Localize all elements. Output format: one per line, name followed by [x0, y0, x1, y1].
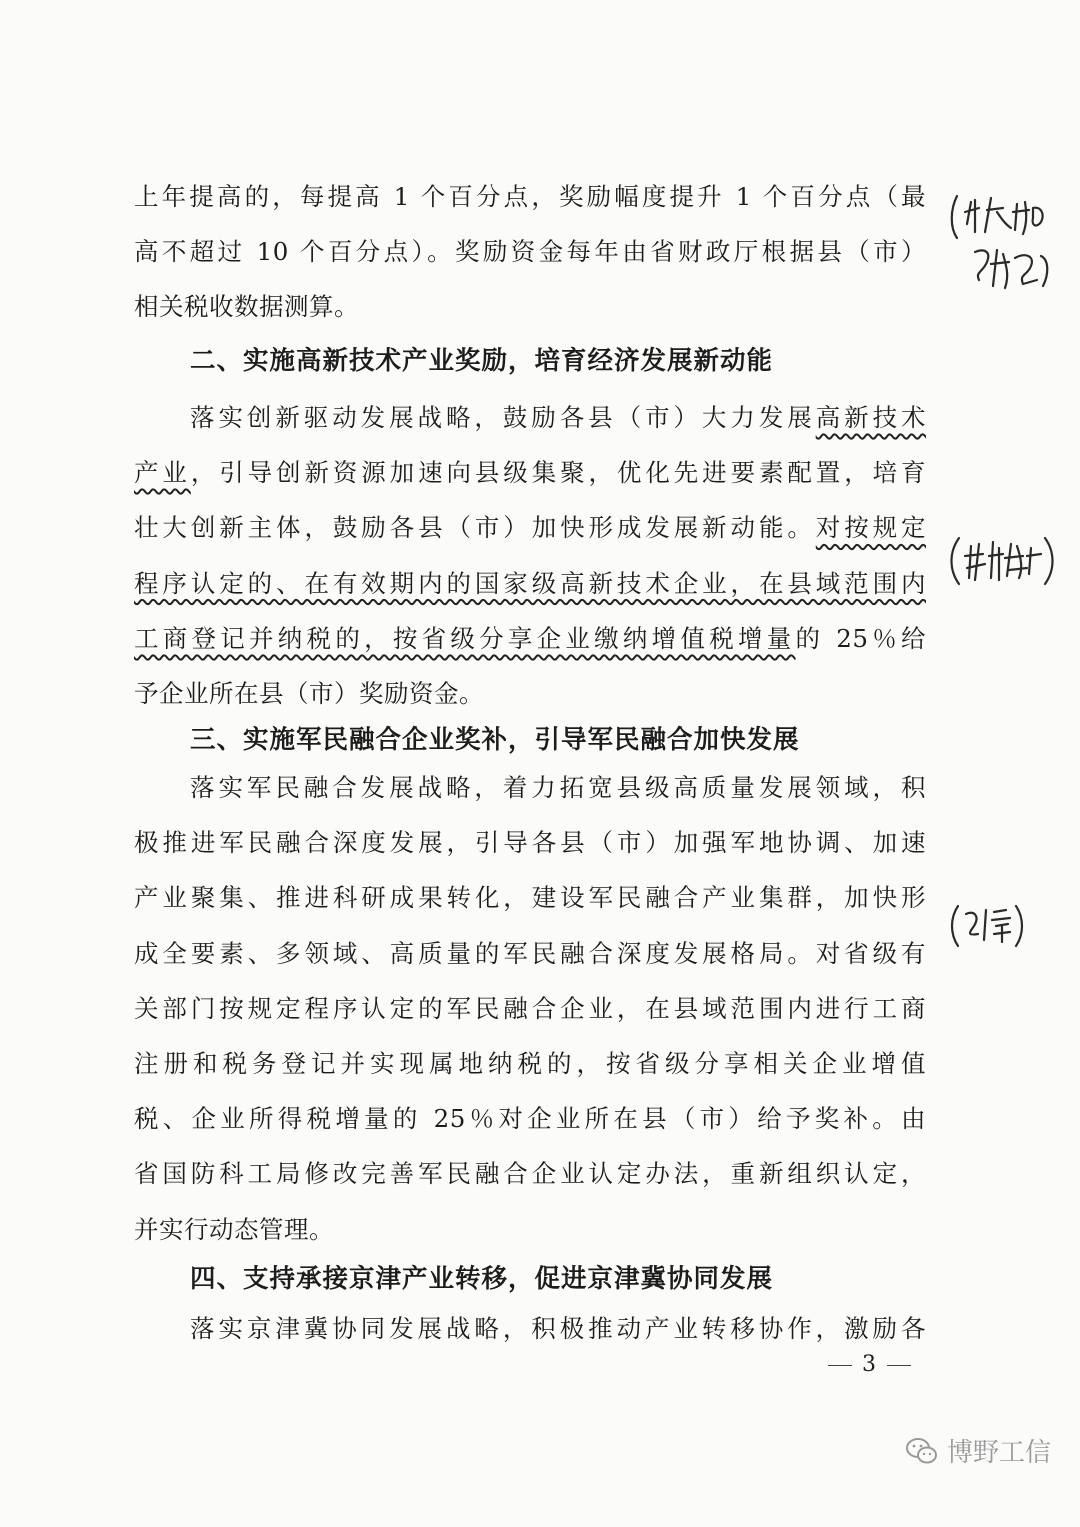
text-line: 省国防科工局修改完善军民融合企业认定办法，重新组织认定，: [134, 1159, 926, 1189]
underlined-text: 高新技术: [815, 403, 927, 432]
text-line: [134, 500, 926, 555]
text-line: 高不超过 10 个百分点）。奖励资金每年由省财政厅根据县（市）: [134, 237, 926, 267]
watermark-text: 博野工信: [947, 1438, 1052, 1468]
handwritten-note-1: [945, 188, 1065, 298]
text-segment: 的 25％给: [795, 623, 927, 653]
paragraph-3: [134, 760, 926, 1257]
section-heading-4: 四、支持承接京津产业转移，促进京津冀协同发展: [190, 1264, 774, 1294]
dash-left: [828, 1365, 852, 1366]
page-number-value: 3: [862, 1352, 877, 1377]
handwritten-note-2: [945, 530, 1060, 590]
text-segment: 壮大创新主体，鼓励各县（市）加快形成发展新动能。: [134, 513, 816, 543]
text-line: 上年提高的，每提高 1 个百分点，奖励幅度提升 1 个百分点（最: [134, 182, 926, 211]
text-segment: 落实创新驱动发展战略，鼓励各县（市）大力发展: [190, 403, 816, 432]
section-heading-2: 二、实施高新技术产业奖励，培育经济发展新动能: [190, 346, 774, 376]
text-line: [134, 556, 926, 611]
paragraph-1: [134, 169, 926, 335]
text-line: 予企业所在县（市）奖励资金。: [134, 679, 484, 709]
text-segment: ，引导创新资源加速向县级集聚，优化先进要素配置，培育: [190, 458, 927, 488]
underlined-text: 程序认定的、在有效期内的国家级高新技术企业，在县域范围内: [134, 568, 926, 598]
watermark: [905, 1432, 1051, 1469]
section-heading-3: 三、实施军民融合企业奖补，引导军民融合加快发展: [190, 725, 800, 755]
text-line: 产业聚集、推进科研成果转化，建设军民融合产业集群，加快形: [134, 883, 926, 913]
text-line: [134, 611, 926, 666]
underlined-text: 产业: [134, 458, 191, 488]
text-line: 落实军民融合发展战略，着力拓宽县级高质量发展领域，积: [190, 773, 926, 802]
paragraph-2: [134, 390, 926, 721]
page-number: [818, 1352, 921, 1377]
text-line: 注册和税务登记并实现属地纳税的，按省级分享相关企业增值: [134, 1049, 926, 1079]
underlined-text: 对按规定: [815, 513, 927, 543]
text-line: 税、企业所得税增量的 25％对企业所在县（市）给予奖补。由: [134, 1104, 926, 1134]
paragraph-4: [134, 1301, 926, 1356]
text-line: 关部门按规定程序认定的军民融合企业，在县域范围内进行工商: [134, 993, 926, 1023]
text-line: 极推进军民融合深度发展，引导各县（市）加强军地协调、加速: [134, 828, 926, 858]
text-line: 成全要素、多领域、高质量的军民融合深度发展格局。对省级有: [134, 938, 926, 968]
text-line: 并实行动态管理。: [134, 1214, 334, 1244]
text-line: [134, 390, 926, 445]
wechat-icon: [905, 1436, 939, 1466]
text-line: 落实京津冀协同发展战略，积极推动产业转移协作，激励各: [190, 1314, 926, 1343]
dash-right: [887, 1365, 911, 1366]
text-line: 相关税收数据测算。: [134, 292, 359, 322]
underlined-text: 工商登记并纳税的，按省级分享企业缴纳增值税增量: [134, 623, 796, 653]
handwritten-note-3: [948, 900, 1028, 950]
text-line: [134, 445, 926, 500]
